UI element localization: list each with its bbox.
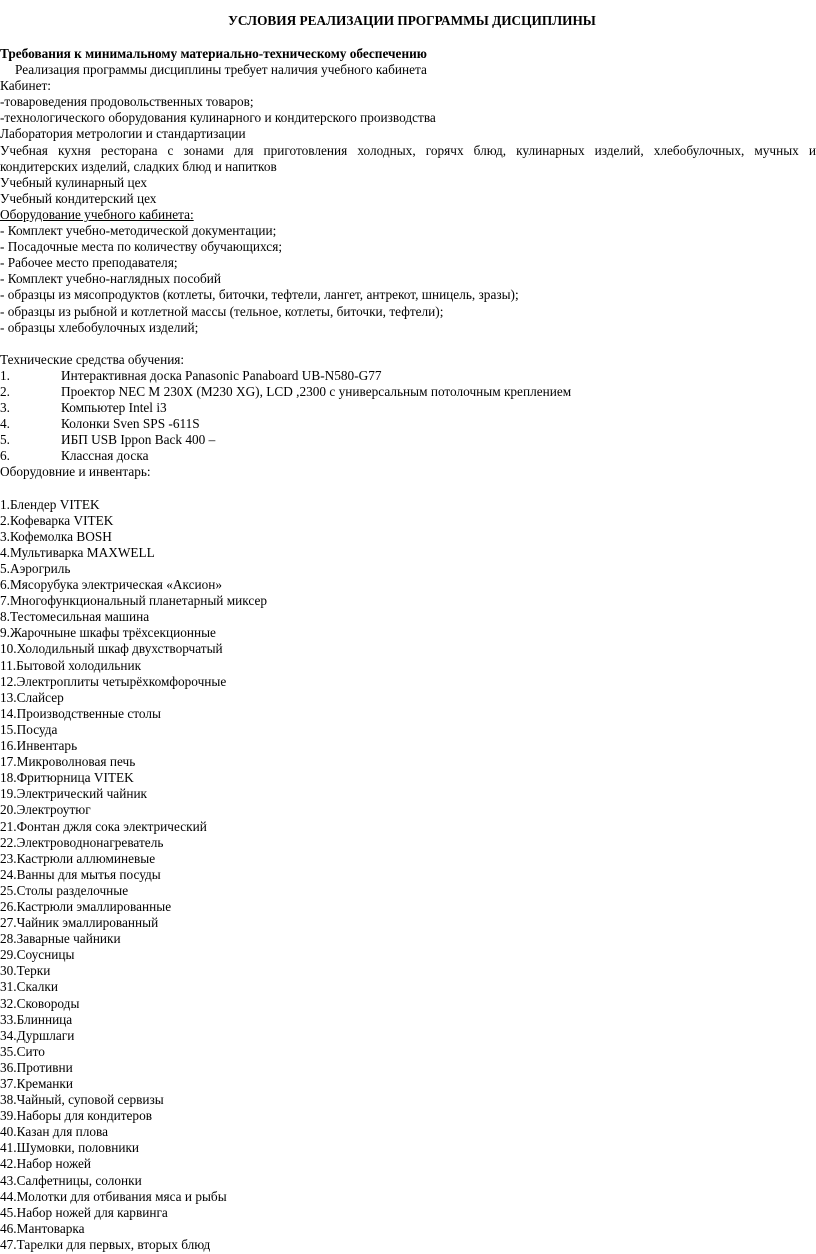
inventory-item: 26.Кастрюли эмаллированные	[0, 898, 172, 914]
inventory-item: 21.Фонтан джля сока электрический	[0, 818, 207, 834]
tech-means-item-text: Классная доска	[61, 448, 149, 464]
inventory-item: 33.Блинница	[0, 1011, 73, 1027]
tech-means-item-number: 3.	[0, 400, 10, 416]
inventory-item: 4.Мультиварка MAXWELL	[0, 544, 155, 560]
inventory-item: 8.Тестомесильная машина	[0, 609, 150, 625]
cabinet-equipment-item: - образцы из рыбной и котлетной массы (тельное, котлеты, биточки, тефтели);	[0, 303, 444, 319]
cabinet-equipment-item: - Комплект учебно-наглядных пособий	[0, 271, 222, 287]
tech-means-item-text: Колонки Sven SPS -611S	[61, 416, 200, 432]
inventory-item: 6.Мясорубука электрическая «Аксион»	[0, 577, 223, 593]
tech-means-item-number: 2.	[0, 383, 10, 399]
inventory-item: 14.Производственные столы	[0, 705, 161, 721]
inventory-item: 27.Чайник эмаллированный	[0, 915, 159, 931]
inventory-heading: Оборудовние и инвентарь:	[0, 464, 151, 480]
kitchen-line-1: Учебная кухня ресторана с зонами для приготовления холодных, горячх блюд, кулинарных изделий, хлебобулочных, мучных и	[0, 142, 816, 158]
tech-means-item-text: Интерактивная доска Panasonic Panaboard UB-N580-G77	[61, 367, 382, 383]
culinary-shop-line: Учебный кулинарный цех	[0, 174, 147, 190]
inventory-item: 40.Казан для плова	[0, 1124, 109, 1140]
inventory-item: 7.Многофункциональный планетарный миксер	[0, 593, 268, 609]
inventory-item: 36.Противни	[0, 1059, 73, 1075]
cabinet-equipment-item: - образцы из мясопродуктов (котлеты, биточки, тефтели, лангет, антрекот, шницель, зразы);	[0, 287, 519, 303]
tech-means-item-number: 6.	[0, 448, 10, 464]
inventory-item: 16.Инвентарь	[0, 738, 78, 754]
inventory-item: 30.Терки	[0, 963, 51, 979]
inventory-list	[0, 497, 816, 1253]
tech-means-item-text: Компьютер Intel i3	[61, 400, 167, 416]
tech-means-item-number: 5.	[0, 432, 10, 448]
inventory-item: 18.Фритюрница VITEK	[0, 770, 134, 786]
inventory-item: 1.Блендер VITEK	[0, 496, 100, 512]
tech-means-item	[0, 416, 816, 432]
inventory-item: 37.Креманки	[0, 1076, 73, 1091]
inventory-item: 11.Бытовой холодильник	[0, 657, 142, 673]
inventory-item: 43.Салфетницы, солонки	[0, 1172, 142, 1188]
cabinet-equipment-item: - Посадочные места по количеству обучающихся;	[0, 239, 283, 255]
inventory-item: 24.Ванны для мытья посуды	[0, 866, 161, 882]
cabinet-equipment-item: - Рабочее место преподавателя;	[0, 255, 178, 271]
inventory-item: 28.Заварные чайники	[0, 931, 121, 947]
inventory-item: 20.Электроутюг	[0, 802, 91, 818]
kitchen-line-2: кондитерских изделий, сладких блюд и напитков	[0, 158, 277, 174]
spacer	[0, 336, 816, 352]
cabinet-equipment-heading: Оборудование учебного кабинета:	[0, 206, 194, 222]
page-title: УСЛОВИЯ РЕАЛИЗАЦИИ ПРОГРАММЫ ДИСЦИПЛИНЫ	[228, 13, 596, 28]
inventory-item: 5.Аэрогриль	[0, 561, 71, 576]
inventory-item: 44.Молотки для отбивания мяса и рыбы	[0, 1188, 227, 1204]
inventory-item: 31.Скалки	[0, 979, 58, 995]
lab-line: Лаборатория метрологии и стандартизации	[0, 126, 246, 142]
tech-means-item	[0, 400, 816, 416]
inventory-item: 47.Тарелки для первых, вторых блюд	[0, 1236, 211, 1252]
inventory-item: 41.Шумовки, половники	[0, 1140, 140, 1156]
tech-means-item-number: 1.	[0, 367, 10, 383]
inventory-item: 19.Электрический чайник	[0, 786, 148, 802]
inventory-item: 22.Электроводнонагреватель	[0, 834, 164, 850]
inventory-item: 29.Соусницы	[0, 947, 75, 963]
inventory-item: 25.Столы разделочные	[0, 882, 129, 898]
inventory-item: 10.Холодильный шкаф двухстворчатый	[0, 641, 223, 657]
tech-means-item-text: Проектор NEC M 230X (M230 XG), LCD ,2300 с универсальным потолочным креплением	[61, 383, 572, 399]
cabinet-equipment-item: - образцы хлебобулочных изделий;	[0, 319, 199, 335]
spacer	[0, 481, 816, 497]
inventory-item: 2.Кофеварка VITEK	[0, 512, 114, 528]
inventory-item: 34.Дуршлаги	[0, 1027, 75, 1043]
inventory-item: 45.Набор ножей для карвинга	[0, 1204, 168, 1220]
inventory-item: 35.Сито	[0, 1043, 45, 1059]
inventory-item: 15.Посуда	[0, 721, 58, 737]
inventory-item: 46.Мантоварка	[0, 1220, 85, 1236]
inventory-item: 12.Электроплиты четырёхкомфорочные	[0, 673, 227, 689]
document-page	[0, 13, 816, 1253]
cabinet-item: -технологического оборудования кулинарного и кондитерского производства	[0, 110, 436, 126]
inventory-item: 3.Кофемолка BOSH	[0, 528, 112, 544]
inventory-item: 9.Жарочныне шкафы трёхсекционные	[0, 625, 216, 641]
inventory-item: 39.Наборы для кондитеров	[0, 1108, 153, 1124]
inventory-item: 13.Слайсер	[0, 689, 64, 705]
cabinet-equipment-item: - Комплект учебно-методической документации;	[0, 223, 277, 239]
cabinet-equipment-list	[0, 223, 816, 336]
tech-means-item	[0, 384, 816, 400]
requirements-intro: Реализация программы дисциплины требует наличия учебного кабинета	[15, 62, 427, 78]
tech-means-item	[0, 448, 816, 464]
tech-means-item-text: ИБП USB Ippon Back 400 –	[61, 432, 216, 448]
inventory-item: 42.Набор ножей	[0, 1156, 91, 1172]
inventory-item: 17.Микроволновая печь	[0, 754, 136, 770]
tech-means-item-number: 4.	[0, 416, 10, 432]
tech-means-heading: Технические средства обучения:	[0, 351, 185, 367]
cabinet-label: Кабинет:	[0, 78, 51, 94]
cabinet-item: -товароведения продовольственных товаров;	[0, 94, 254, 110]
confectionery-shop-line: Учебный кондитерский цех	[0, 190, 157, 206]
requirements-heading: Требования к минимальному материально-техническому обеспечению	[0, 46, 427, 61]
inventory-item: 38.Чайный, суповой сервизы	[0, 1092, 164, 1108]
tech-means-item	[0, 432, 816, 448]
inventory-item: 23.Кастрюли аллюминевые	[0, 850, 156, 866]
inventory-item: 32.Сковороды	[0, 995, 80, 1011]
tech-means-list	[0, 368, 816, 465]
tech-means-item	[0, 368, 816, 384]
